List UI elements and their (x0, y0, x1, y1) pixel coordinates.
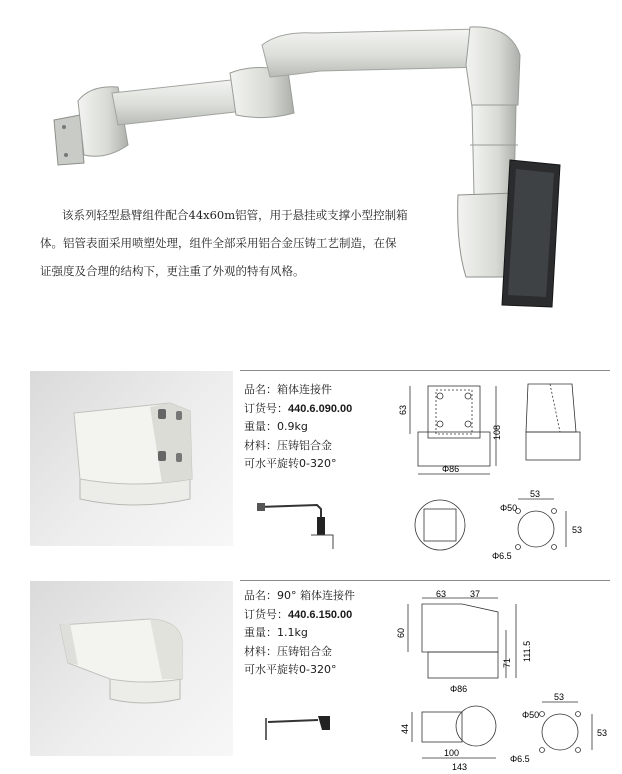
dim-total: 111.5 (522, 640, 532, 662)
intro-line-1: 该系列轻型悬臂组件配合44x60m铝管，用于悬挂或支撑小型控制箱 (62, 208, 408, 222)
weight-value: 1.1kg (277, 626, 308, 639)
side-view-drawing (520, 378, 590, 468)
dim-hole: Φ6.5 (492, 551, 512, 561)
spec-name-row: 品名：箱体连接件 (244, 383, 332, 396)
dim-base: Φ86 (450, 684, 468, 694)
dim-hole-d: Φ50 (522, 710, 540, 720)
dim-top-b: 37 (470, 589, 481, 599)
order-number: 440.6.150.00 (288, 608, 353, 621)
spec-name-row: 品名：90° 箱体连接件 (244, 589, 355, 602)
front-view-drawing (400, 378, 510, 483)
section-divider (240, 370, 610, 371)
hole-pattern-drawing (480, 485, 590, 575)
right-angle-connector-photo (30, 581, 233, 756)
spec-material-row: 材料：压铸铝合金 (244, 644, 332, 658)
intro-line-2: 体。铝管表面采用喷塑处理，组件全部采用铝合金压铸工艺制造，在保 (40, 236, 397, 250)
material-value: 压铸铝合金 (277, 644, 332, 658)
product-specs (244, 381, 352, 474)
spec-order-row: 订货号：440.6.090.00 (244, 401, 353, 415)
top-view-drawing (412, 490, 472, 560)
order-number: 440.6.090.00 (288, 402, 353, 415)
dim-spacing-v: 53 (597, 728, 608, 738)
section-divider (240, 580, 610, 581)
hole-pattern-drawing (500, 690, 615, 774)
top-view-drawing (400, 700, 504, 774)
side-view-drawing (396, 589, 532, 698)
product-photo (30, 581, 233, 756)
dim-spacing: 53 (530, 489, 541, 499)
product-name: 90° 箱体连接件 (277, 589, 355, 602)
dim-side-w: 44 (400, 723, 410, 734)
arm-schematic (255, 495, 345, 550)
product-name: 箱体连接件 (277, 383, 332, 396)
dim-spacing-v: 53 (572, 525, 583, 535)
material-value: 压铸铝合金 (277, 438, 332, 452)
spec-rotation-row: 可水平旋转0-320° (244, 457, 337, 470)
product-photo (30, 371, 233, 546)
weight-value: 0.9kg (277, 420, 308, 433)
product-specs (244, 587, 355, 680)
intro-line-3: 证强度及合理的结构下，更注重了外观的特有风格。 (40, 264, 305, 278)
spec-material-row: 材料：压铸铝合金 (244, 438, 332, 452)
intro-paragraph (40, 201, 410, 285)
spec-weight-row: 重量：1.1kg (244, 626, 308, 639)
box-connector-photo (30, 371, 233, 546)
spec-rotation-row: 可水平旋转0-320° (244, 663, 337, 676)
dim-len: 100 (444, 748, 460, 758)
spec-order-row: 订货号：440.6.150.00 (244, 607, 353, 621)
spec-weight-row: 重量：0.9kg (244, 420, 308, 433)
dim-hole-d: Φ50 (500, 503, 518, 513)
dim-hole: Φ6.5 (510, 754, 530, 764)
arm-schematic (262, 712, 342, 752)
dim-spacing: 53 (554, 692, 565, 702)
dim-height: 63 (398, 404, 408, 415)
dim-base: Φ86 (442, 464, 460, 474)
dim-total: 108 (492, 424, 502, 440)
dim-len-total: 143 (452, 762, 468, 772)
dim-top-a: 63 (436, 589, 447, 599)
dim-mid: 71 (502, 657, 512, 668)
dim-side: 60 (396, 627, 406, 638)
